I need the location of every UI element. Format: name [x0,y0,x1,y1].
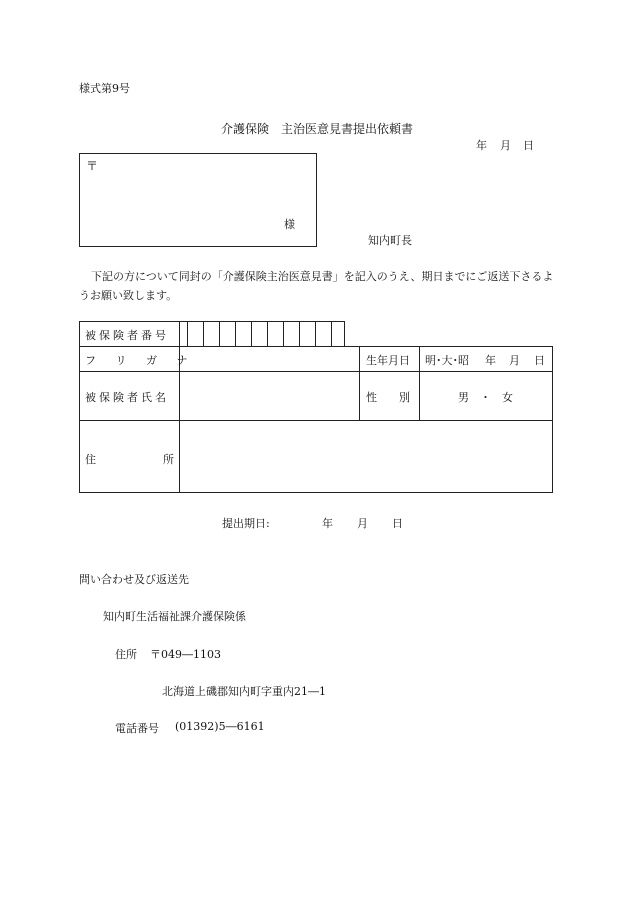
birth-day-label: 日 [534,354,545,367]
contact-heading: 問い合わせ及び返送先 [79,573,189,586]
contact-address-label: 住所 [115,648,137,661]
furigana-label: フ リ ガ ナ [85,354,196,367]
address-label-second: 所 [163,453,174,466]
insured-number-label: 被保険者番号 [85,329,169,342]
birth-year-label: 年 [485,354,496,367]
contact-address: 北海道上磯郡知内町字重内21―1 [162,685,326,698]
sex-options[interactable]: 男 ・ 女 [458,391,513,404]
request-body-sentence: 下記の方について同封の「介護保険主治医意見書」を記入のうえ、期日までにご返送下さるようお願い致します。 [79,270,554,302]
recipient-address-box [79,153,317,247]
sex-label: 性 別 [366,391,410,404]
deadline-year: 年 [322,517,333,530]
address-field[interactable] [180,421,552,492]
issue-date-month: 月 [500,139,511,152]
contact-phone-number: (01392)5―6161 [175,720,265,733]
address-label-first: 住 [85,453,96,466]
form-number: 様式第9号 [79,82,130,95]
deadline-label: 提出期日: [222,517,270,530]
birth-month-label: 月 [509,354,520,367]
era-label: 明･大･昭 [425,354,469,367]
insured-name-label: 被保険者氏名 [85,391,169,404]
sender-name: 知内町長 [368,234,412,247]
contact-postal-code: 〒049―1103 [150,648,221,661]
document-title: 介護保険 主治医意見書提出依頼書 [221,122,414,136]
insured-name-field[interactable] [180,372,359,420]
birthdate-label: 生年月日 [366,354,410,367]
insured-person-table [79,321,553,493]
contact-phone-label: 電話番号 [115,722,159,735]
request-body-text [79,267,559,305]
issue-date-year: 年 [476,139,487,152]
contact-department: 知内町生活福祉課介護保険係 [103,610,246,623]
issue-date-day: 日 [523,139,534,152]
furigana-field[interactable] [180,347,359,371]
deadline-month: 月 [357,517,368,530]
deadline-day: 日 [392,517,403,530]
honorific-sama: 様 [284,218,295,231]
postal-mark: 〒 [86,159,99,173]
